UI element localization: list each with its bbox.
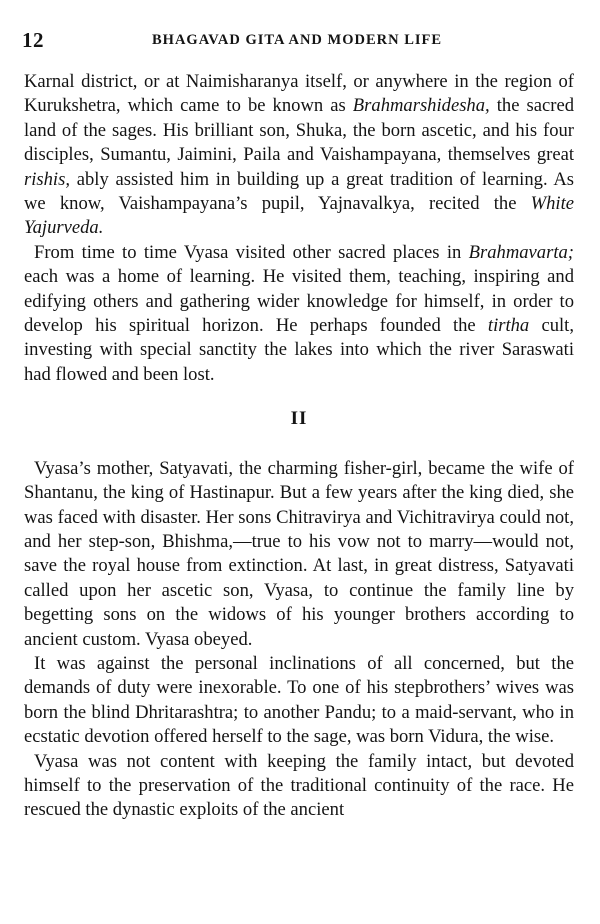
- paragraph-1-italic-rishis: rishis,: [24, 168, 70, 190]
- paragraph-1-italic-white-yajurveda: White Yajurveda.: [24, 193, 574, 239]
- running-head: BHAGAVAD GITA AND MODERN LIFE: [152, 32, 443, 48]
- paragraph-4: It was against the personal inclinations of all concerned, but the demands of duty were inexorable. To one of his stepbrothers’ wives was born the blind Dhritarashtra; to another Pandu; to a maid-servant, who in ecstatic devotion offered herself to the sage, was born Vidura, the wise.: [24, 652, 574, 748]
- paragraph-1-text-c: the sacred land of the sages. His brilliant son, Shuka, the born ascetic, and his four disciples, Sumantu, Jaimini, Paila and Vaishampayana, themselves great: [24, 95, 575, 166]
- page-header: [22, 28, 578, 52]
- page-number: 12: [22, 28, 44, 52]
- paragraph-1-text-a: Karnal district, or at Naimisharanya itself, or anywhere in the region of Kurukshetra, which came to be known as: [24, 71, 574, 117]
- paragraph-5: Vyasa was not content with keeping the family intact, but devoted himself to the preservation of the traditional continuity of the race. He rescued the dynastic exploits of the ancient: [24, 750, 574, 821]
- section-heading-ii: II: [290, 408, 308, 430]
- paragraph-1-text-e: ably assisted him in building up a great tradition of learning. As we know, Vaishampayana’s pupil, Yajnavalkya, recited the: [24, 168, 574, 215]
- paragraph-2-text-e: cult, investing with special sanctity the lakes into which the river Saraswati had flowed and been lost.: [24, 315, 574, 385]
- paragraph-2-text-c: each was a home of learning. He visited them, teaching, inspiring and edifying others and gathering wider knowledge for himself, in order to develop his spiritual horizon. He perhaps founded the: [24, 266, 574, 337]
- paragraph-1-italic-brahmarshidesha: Brahmarshidesha,: [352, 95, 490, 117]
- paragraph-2-italic-tirtha: tirtha: [487, 315, 530, 337]
- paragraph-2: [24, 241, 574, 387]
- page-body: [24, 70, 574, 823]
- paragraph-1: [24, 70, 574, 241]
- paragraph-2-text-a: From time to time Vyasa visited other sacred places in: [34, 241, 469, 263]
- paragraph-2-italic-brahmavarta: Brahmavarta;: [468, 241, 574, 263]
- paragraph-3: Vyasa’s mother, Satyavati, the charming fisher-girl, became the wife of Shantanu, the king of Hastinapur. But a few years after the king died, she was faced with disaster. Her sons Chitravirya and Vichitravirya could not, and her step-son, Bhishma,—true to his vow not to marry—would not, save the royal house from extinction. At last, in great distress, Satyavati called upon her ascetic son, Vyasa, to continue the family line by begetting sons on the widows of his younger brothers according to ancient custom. Vyasa obeyed.: [24, 457, 574, 650]
